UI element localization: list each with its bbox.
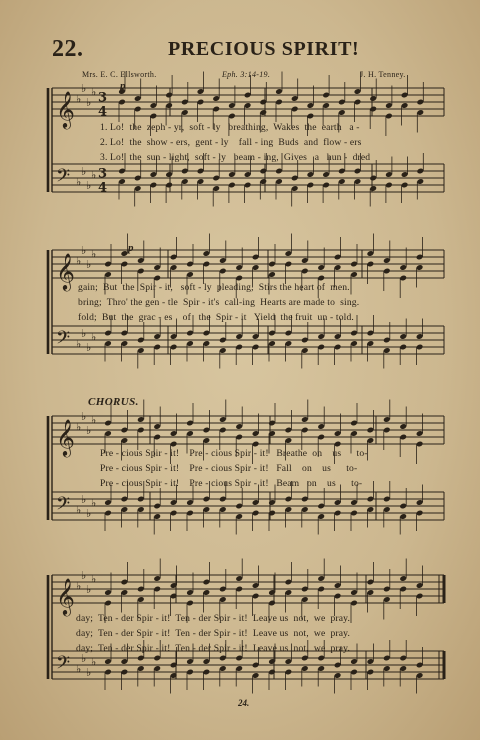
flat-icon: ♭ [76, 337, 82, 351]
flat-icon: ♭ [91, 247, 97, 261]
dynamic-marking-1: p [120, 80, 126, 92]
lyric-line: 2. Lo! the show - ers, gent - ly fall - ing Buds and flow - ers [100, 137, 362, 148]
flat-icon: ♭ [86, 96, 92, 109]
lyric-line: fold; But the grac - es of the Spir - it Yield the fruit un - told. [78, 312, 354, 323]
time-signature: 3 [98, 166, 108, 182]
lyric-line: 1. Lo! the zeph - yr, soft - ly breathing, Wakes the earth a - [100, 122, 360, 133]
chorus-label: CHORUS. [88, 396, 139, 408]
treble-clef-icon: 𝄞 [56, 418, 75, 456]
time-signature: 3 [98, 90, 108, 106]
bass-clef-icon: 𝄢 [56, 494, 71, 519]
flat-icon: ♭ [81, 569, 87, 582]
time-signature: 4 [98, 180, 108, 196]
treble-clef-icon: 𝄞 [56, 252, 75, 290]
flat-icon: ♭ [76, 662, 82, 676]
flat-icon: ♭ [91, 168, 97, 182]
flat-icon: ♭ [76, 420, 82, 434]
composer-credit: J. H. Tenney. [360, 70, 406, 79]
flat-icon: ♭ [86, 341, 92, 354]
flat-icon: ♭ [91, 85, 97, 99]
hymn-title: PRECIOUS SPIRIT! [168, 38, 360, 60]
bass-clef-icon: 𝄢 [56, 653, 71, 678]
flat-icon: ♭ [86, 258, 92, 271]
lyric-line: day; Ten - der Spir - it! Ten - der Spir - it! Leave us not, we pray. [76, 628, 351, 639]
flat-icon: ♭ [76, 254, 82, 268]
treble-clef-icon: 𝄞 [56, 90, 75, 128]
flat-icon: ♭ [91, 496, 97, 510]
flat-icon: ♭ [76, 579, 82, 593]
lyric-line: Pre - cious Spir - it! Pre - cious Spir - it! Beam on us to- [100, 478, 363, 489]
flat-icon: ♭ [91, 572, 97, 586]
flat-icon: ♭ [76, 503, 82, 517]
dynamic-marking-2: p [128, 242, 134, 254]
flat-icon: ♭ [86, 507, 92, 520]
lyric-line: Pre - cious Spir - it! Pre - cious Spir - it! Breathe on us to- [100, 448, 368, 459]
treble-clef-icon: 𝄞 [56, 577, 75, 615]
bass-clef-icon: 𝄢 [56, 166, 71, 191]
lyric-line: day; Ten - der Spir - it! Ten - der Spir - it! Leave us not, we pray. [76, 643, 351, 654]
scripture-reference: Eph. 3:14-19. [222, 70, 271, 79]
flat-icon: ♭ [91, 413, 97, 427]
flat-icon: ♭ [86, 666, 92, 679]
flat-icon: ♭ [81, 244, 87, 257]
lyric-line: 3. Lo! the sun - light, soft - ly beam - ing, Gives a hun - dred [100, 152, 371, 163]
flat-icon: ♭ [86, 583, 92, 596]
flat-icon: ♭ [76, 175, 82, 189]
flat-icon: ♭ [91, 330, 97, 344]
flat-icon: ♭ [81, 493, 87, 506]
flat-icon: ♭ [91, 655, 97, 669]
flat-icon: ♭ [76, 92, 82, 106]
flat-icon: ♭ [81, 82, 87, 95]
page-number: 24. [238, 698, 250, 708]
lyric-line: day; Ten - der Spir - it! Ten - der Spir - it! Leave us not, we pray. [76, 613, 351, 624]
bass-clef-icon: 𝄢 [56, 328, 71, 353]
lyric-line: gain; But the Spir - it, soft - ly pleading, Stirs the heart of men. [78, 282, 350, 293]
lyric-line: bring; Thro' the gen - tle Spir - it's call-ing Hearts are made to sing. [78, 297, 360, 308]
flat-icon: ♭ [81, 410, 87, 423]
flat-icon: ♭ [81, 652, 87, 665]
flat-icon: ♭ [86, 179, 92, 192]
lyricist-credit: Mrs. E. C. Ellsworth. [82, 70, 157, 79]
flat-icon: ♭ [81, 327, 87, 340]
flat-icon: ♭ [81, 165, 87, 178]
lyric-line: Pre - cious Spir - it! Pre - cious Spir - it! Fall on us to- [100, 463, 358, 474]
flat-icon: ♭ [86, 424, 92, 437]
hymn-number: 22. [52, 36, 84, 62]
time-signature: 4 [98, 104, 108, 120]
